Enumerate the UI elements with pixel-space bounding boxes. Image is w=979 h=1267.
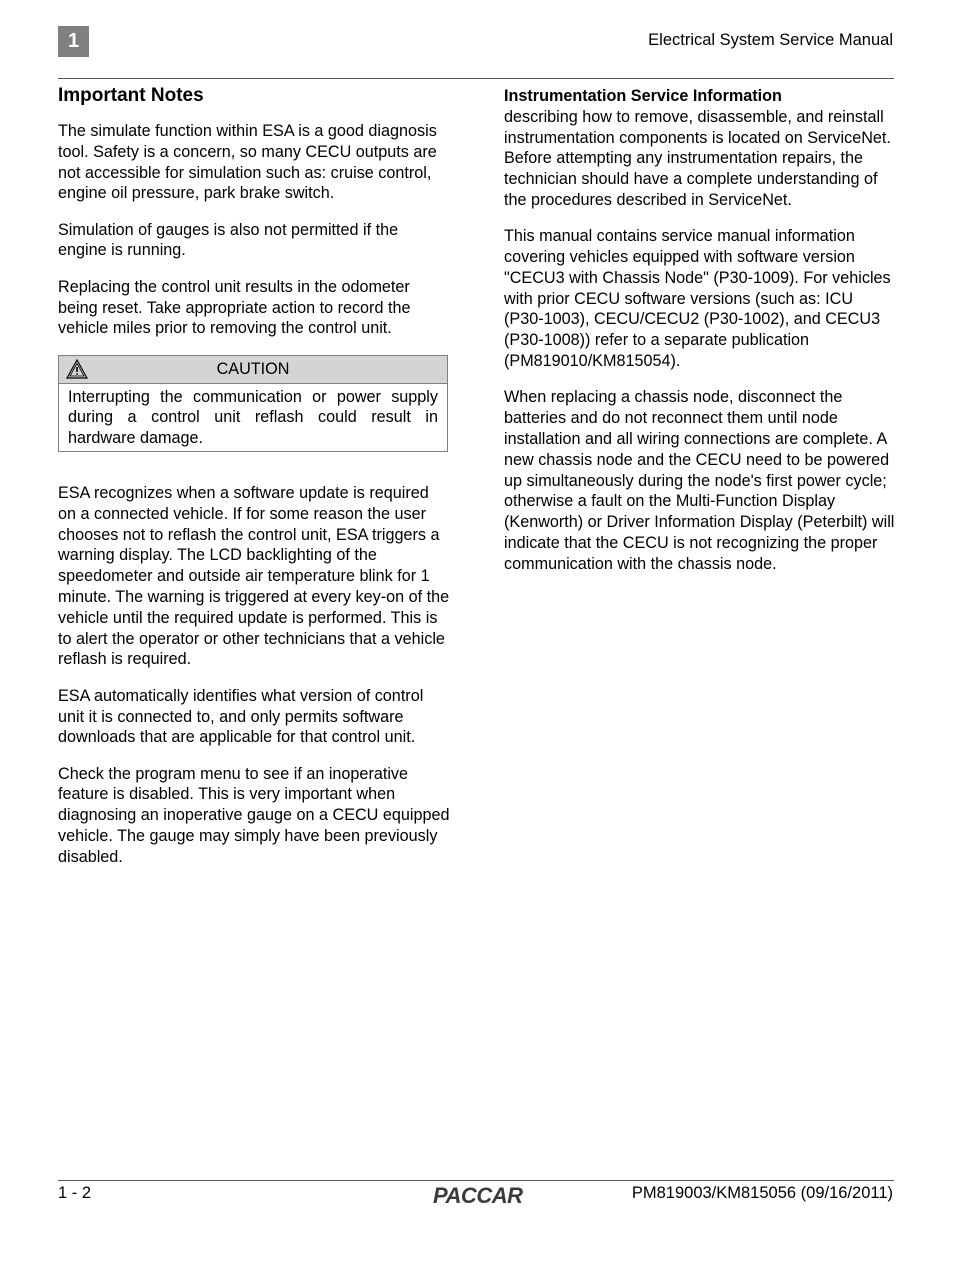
paragraph-servicenet: describing how to remove, disassemble, and reinstall instrumentation components is located on ServiceNet. Before attempting any instrumentation repairs, the technician should have a complete understanding of the procedures described in ServiceNet.	[504, 107, 891, 209]
footer-rule	[58, 1180, 894, 1181]
paccar-logo	[432, 1184, 538, 1211]
instrumentation-subhead: Instrumentation Service Information	[504, 87, 782, 105]
page-number: 1 - 2	[58, 1184, 92, 1202]
header-rule	[58, 78, 894, 79]
paragraph-chassis-node: When replacing a chassis node, disconnect the batteries and do not reconnect them until node installation and all wiring connections are complete. A new chassis node and the CECU need to be powered up simultaneously during the node's first power cycle; otherwise a fault on the Multi-Function Display (Kenworth) or Driver Information Display (Peterbilt) will indicate that the CECU is not recognizing the proper communication with the chassis node.	[504, 388, 895, 573]
right-column	[504, 84, 896, 590]
caution-header	[59, 356, 447, 384]
paragraph-gauges: Simulation of gauges is also not permitted if the engine is running.	[58, 220, 399, 260]
caution-box	[58, 355, 448, 452]
caution-label: CAUTION	[216, 359, 290, 378]
chapter-badge: 1	[58, 26, 89, 57]
document-id: PM819003/KM815056 (09/16/2011)	[631, 1184, 893, 1202]
paragraph-software-update: ESA recognizes when a software update is required on a connected vehicle. If for some reason the user chooses not to reflash the control unit, ESA triggers a warning display. The LCD backlighting of the speedometer and outside air temperature blink for 1 minute. The warning is triggered at every key-on of the vehicle until the required update is performed. This is to alert the operator or other technicians that a vehicle reflash is required.	[58, 484, 450, 669]
warning-triangle-icon	[66, 359, 88, 379]
paragraph-simulate: The simulate function within ESA is a good diagnosis tool. Safety is a concern, so many CECU outputs are not accessible for simulation such as: cruise control, engine oil pressure, park brake switch.	[58, 122, 437, 203]
paragraph-software-version: This manual contains service manual information covering vehicles equipped with software version "CECU3 with Chassis Node" (P30-1009). For vehicles with prior CECU software versions (such as: ICU (P30-1003), CECU/CECU2 (P30-1002), and CECU3 (P30-1008)) refer to a separate publication (PM819010/KM815054).	[504, 227, 891, 371]
paragraph-version: ESA automatically identifies what version of control unit it is connected to, and only permits software downloads that are applicable for that control unit.	[58, 686, 424, 747]
svg-text:PACCAR: PACCAR	[433, 1184, 523, 1206]
caution-text: Interrupting the communication or power supply during a control unit reflash could result in hardware damage.	[68, 387, 438, 448]
manual-title: Electrical System Service Manual	[648, 31, 893, 49]
section-title: Important Notes	[58, 85, 204, 106]
paragraph-odometer: Replacing the control unit results in the odometer being reset. Take appropriate action to record the vehicle miles prior to removing the control unit.	[58, 277, 411, 338]
left-column	[58, 84, 450, 883]
paragraph-program-menu: Check the program menu to see if an inoperative feature is disabled. This is very important when diagnosing an inoperative gauge on a CECU equipped vehicle. The gauge may simply have been previously disabled.	[58, 764, 450, 866]
